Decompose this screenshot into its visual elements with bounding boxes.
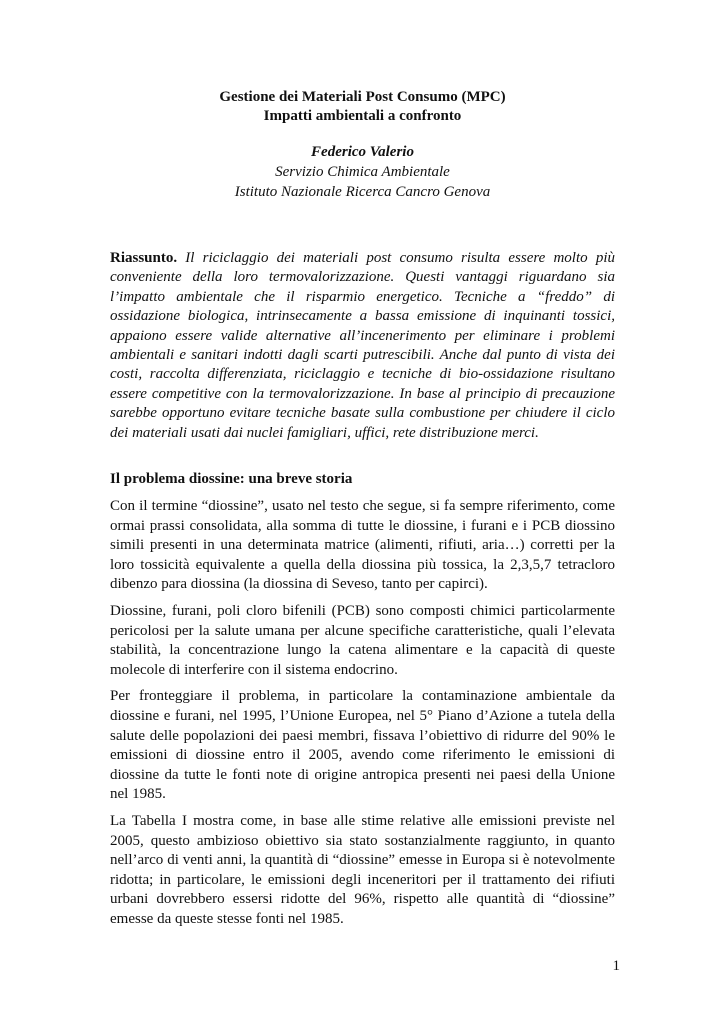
body-paragraph: Con il termine “diossine”, usato nel testo che segue, si fa sempre riferimento, come ormai prassi consolidata, alla somma di tutte le diossine, i furani e i PCB diossino simili presenti in una determinata matrice (alimenti, rifiuti, aria…) corretti per la loro tossicità equivalente a quella della diossina più tossica, la 2,3,5,7 tetracloro dibenzo para diossina (la diossina di Seveso, tanto per capirci). bbox=[110, 498, 615, 593]
abstract-label bbox=[110, 250, 177, 266]
author-institute: Istituto Nazionale Ricerca Cancro Genova bbox=[234, 184, 491, 200]
document-title: Gestione dei Materiali Post Consumo (MPC) bbox=[219, 89, 506, 105]
abstract-label-period: . bbox=[173, 250, 178, 266]
author-block bbox=[0, 142, 725, 202]
body-paragraph: Diossine, furani, poli cloro bifenili (PCB) sono composti chimici particolarmente pericolosi per la salute umana per alcune specifiche caratteristiche, quali l’elevata stabilità, la concentrazione lungo la catena alimentare e la capacità di queste molecole di interferire con il sistema endocrino. bbox=[110, 602, 615, 678]
author-department: Servizio Chimica Ambientale bbox=[275, 164, 450, 180]
abstract-label-text: Riassunto bbox=[110, 250, 174, 266]
author-name: Federico Valerio bbox=[311, 144, 414, 160]
section-heading: Il problema diossine: una breve storia bbox=[110, 471, 353, 487]
page-number: 1 bbox=[612, 958, 620, 974]
document-subtitle: Impatti ambientali a confronto bbox=[263, 108, 462, 124]
body-paragraph: La Tabella I mostra come, in base alle stime relative alle emissioni previste nel 2005, questo ambizioso obiettivo sia stato sostanzialmente raggiunto, in quanto nell’arco di venti anni, la quantità di “diossine” emesse in Europa si è notevolmente ridotta; in particolare, le emissioni degli inceneritori per il trattamento dei rifiuti urbani dovrebbero essersi ridotte del 96%, rispetto alle quantità di “diossine” emesse da queste stesse fonti nel 1985. bbox=[110, 812, 615, 927]
body-paragraph: Per fronteggiare il problema, in particolare la contaminazione ambientale da diossine e furani, nel 1995, l’Unione Europea, nel 5° Piano d’Azione a tutela della salute delle popolazioni dei paesi membri, fissava l’obiettivo di ridurre del 90% le emissioni di diossine entro il 2005, avendo come riferimento le emissioni di diossine da tutte le fonti note di origine antropica presenti nei paesi della Unione nel 1985. bbox=[110, 688, 615, 803]
abstract-text: Il riciclaggio dei materiali post consumo risulta essere molto più conveniente della loro termovalorizzazione. Questi vantaggi riguardano sia l’impatto ambientale che il risparmio energetico. Tecniche a “freddo” di ossidazione biologica, intrinsecamente a bassa emissione di inquinanti tossici, appaiono essere valide alternative all’incenerimento per eliminare i problemi ambientali e sanitari indotti dagli scarti putrescibili. Anche dal punto di vista dei costi, raccolta differenziata, riciclaggio e tecniche di bio-ossidazione risultano essere competitive con la termovalorizzazione. In base al principio di precauzione sarebbe opportuno evitare tecniche basate sulla combustione per chiudere il ciclo dei materiali usati dai nuclei famigliari, uffici, rete distribuzione merci. bbox=[110, 250, 615, 441]
abstract-paragraph bbox=[110, 249, 615, 443]
title-block bbox=[0, 88, 725, 126]
section-dioxin-history bbox=[110, 470, 615, 936]
